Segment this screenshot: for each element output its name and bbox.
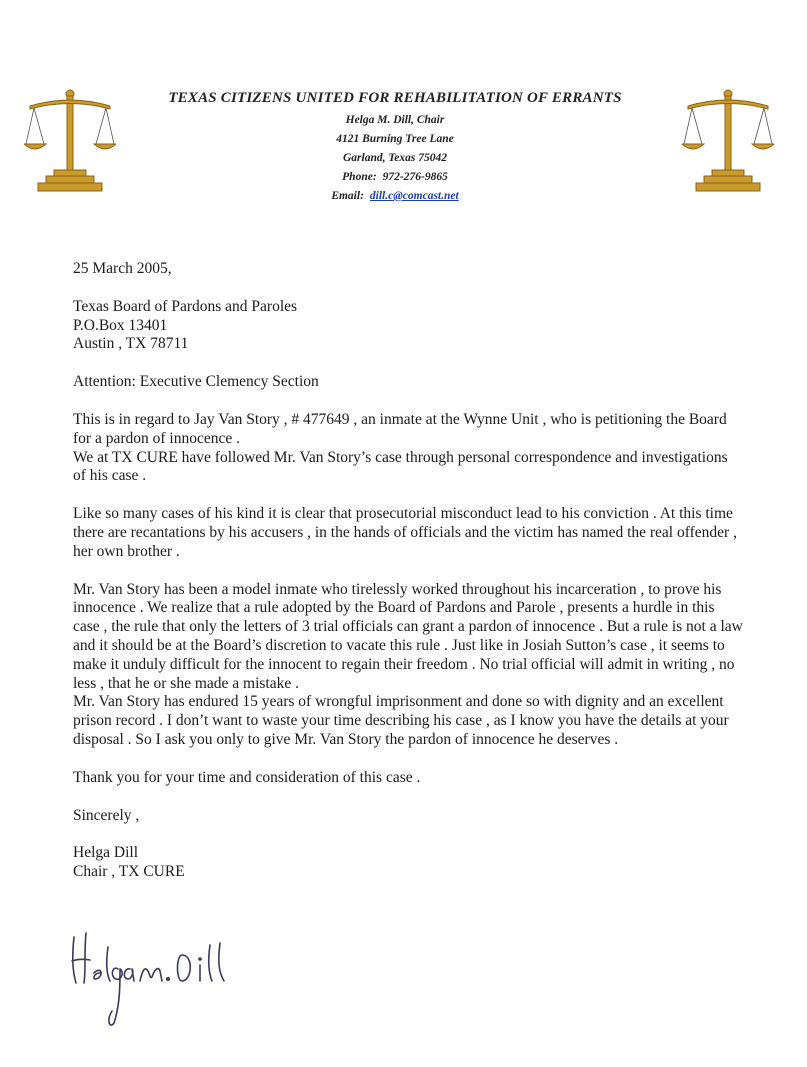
- email-link[interactable]: dill.c@comcast.net: [369, 190, 459, 202]
- paragraph: Thank you for your time and consideration of this case .: [73, 768, 421, 786]
- scales-of-justice-icon: [24, 86, 116, 198]
- signer-name: Helga Dill: [73, 844, 138, 862]
- chair-name: Helga M. Dill, Chair: [345, 114, 445, 126]
- handwritten-signature: [64, 925, 244, 1035]
- paragraph: This is in regard to Jay Van Story , # 477649 , an inmate at the Wynne Unit , who is petitioning the Board for a pardon of innocence .: [73, 410, 727, 447]
- closing: Sincerely ,: [73, 806, 140, 824]
- letter-body: [73, 260, 743, 882]
- attention-line: Attention: Executive Clemency Section: [73, 373, 319, 391]
- paragraph: Mr. Van Story has been a model inmate who tirelessly worked throughout his incarceration , to prove his innocence . We realize that a rule adopted by the Board of Pardons and Parole , presents a hurdle in this case , the rule that only the letters of 3 trial officials can grant a pardon of innocence . But a rule is not a law and it should be at the Board’s discretion to vacate this rule . Just like in Josiah Sutton’s case , it seems to make it unduly difficult for the innocent to regain their freedom . No trial official will admit in writing , no less , that he or she made a mistake .: [73, 580, 743, 692]
- letter-date: 25 March 2005,: [73, 260, 172, 277]
- email-label: Email:: [331, 190, 364, 202]
- phone-line: [130, 168, 660, 187]
- city-address: Garland, Texas 75042: [342, 152, 448, 164]
- phone-number: 972-276-9865: [382, 171, 448, 183]
- paragraph: Mr. Van Story has endured 15 years of wrongful imprisonment and done so with dignity and an excellent prison record . I don’t want to waste your time describing his case , as I know you have the details at your disposal . So I ask you only to give Mr. Van Story the pardon of innocence he deserves .: [73, 693, 729, 748]
- street-address: 4121 Burning Tree Lane: [336, 133, 454, 145]
- recipient-address: [73, 298, 743, 354]
- recipient-line: Texas Board of Pardons and Paroles: [73, 297, 298, 315]
- organization-name: TEXAS CITIZENS UNITED FOR REHABILITATION OF ERRANTS: [168, 90, 622, 106]
- recipient-line: Austin , TX 78711: [73, 335, 189, 353]
- paragraph: Like so many cases of his kind it is clear that prosecutorial misconduct lead to his conviction . At this time there are recantations by his accusers , in the hands of officials and the victim has named the real offender , her own brother .: [73, 505, 737, 560]
- paragraph: We at TX CURE have followed Mr. Van Story’s case through personal correspondence and investigations of his case .: [73, 448, 728, 485]
- scales-of-justice-icon: [682, 86, 774, 198]
- recipient-line: P.O.Box 13401: [73, 316, 168, 334]
- phone-label: Phone:: [342, 171, 377, 183]
- signer-title: Chair , TX CURE: [73, 863, 185, 881]
- email-line: [130, 187, 660, 206]
- letterhead: [130, 90, 660, 206]
